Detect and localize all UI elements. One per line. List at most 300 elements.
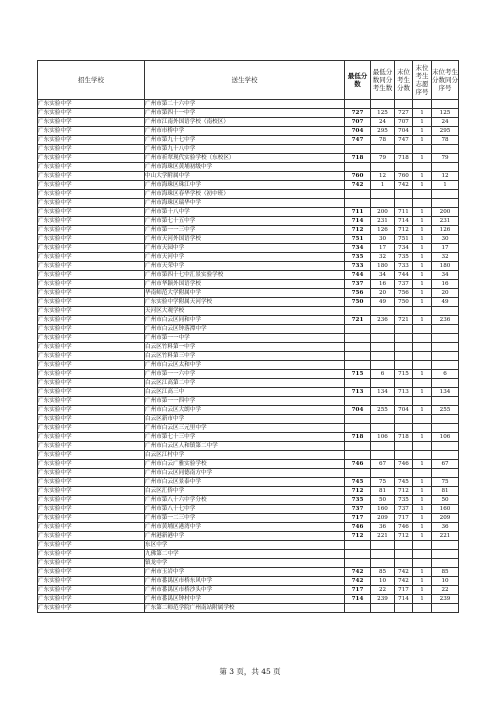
cell-last-preference: 1 — [413, 244, 432, 253]
cell-same-count: 78 — [371, 136, 395, 145]
cell-sending-school: 广州市天河外国语学校 — [145, 235, 345, 244]
cell-last-score — [395, 100, 413, 109]
cell-last-preference — [413, 550, 432, 559]
table-row — [38, 289, 459, 298]
header-last-score: 末位考生分数 — [395, 61, 413, 100]
cell-last-same-index — [432, 334, 459, 343]
table-row — [38, 163, 459, 172]
table-row — [38, 136, 459, 145]
cell-sending-school: 广东第二师范学院广州南站附属学校 — [145, 604, 345, 613]
cell-last-same-index: 239 — [432, 595, 459, 604]
cell-sending-school: 东区中学 — [145, 541, 345, 550]
cell-sending-school: 华南师范大学附属中学 — [145, 289, 345, 298]
cell-last-same-index: 81 — [432, 487, 459, 496]
cell-min-score: 707 — [345, 118, 371, 127]
cell-school: 广东实验中学 — [38, 478, 145, 487]
cell-sending-school: 广州市第二十六中学 — [145, 100, 345, 109]
cell-school: 广东实验中学 — [38, 172, 145, 181]
cell-school: 广东实验中学 — [38, 577, 145, 586]
cell-same-count: 22 — [371, 586, 395, 595]
header-school: 招生学校 — [38, 61, 145, 100]
cell-last-same-index — [432, 325, 459, 334]
cell-last-preference: 1 — [413, 478, 432, 487]
cell-last-preference — [413, 163, 432, 172]
cell-last-score — [395, 559, 413, 568]
table-row — [38, 307, 459, 316]
cell-sending-school: 广州市第一一中学 — [145, 334, 345, 343]
cell-sending-school: 广州市番禺区市桥东风中学 — [145, 577, 345, 586]
cell-school: 广东实验中学 — [38, 586, 145, 595]
cell-last-same-index — [432, 442, 459, 451]
cell-last-score: 735 — [395, 496, 413, 505]
table-row — [38, 316, 459, 325]
cell-last-same-index — [432, 163, 459, 172]
cell-min-score: 727 — [345, 109, 371, 118]
cell-school: 广东实验中学 — [38, 361, 145, 370]
cell-last-score: 737 — [395, 280, 413, 289]
cell-last-same-index — [432, 379, 459, 388]
cell-school: 广东实验中学 — [38, 460, 145, 469]
admission-table — [37, 60, 459, 613]
cell-same-count: 75 — [371, 478, 395, 487]
cell-last-same-index: 221 — [432, 532, 459, 541]
cell-sending-school: 广州市天园中学 — [145, 244, 345, 253]
cell-same-count — [371, 343, 395, 352]
cell-last-preference — [413, 397, 432, 406]
cell-sending-school: 广州市番禺区钟村中学 — [145, 595, 345, 604]
table-row — [38, 199, 459, 208]
cell-last-same-index — [432, 100, 459, 109]
cell-last-same-index: 20 — [432, 289, 459, 298]
cell-min-score: 735 — [345, 496, 371, 505]
cell-same-count: 12 — [371, 172, 395, 181]
cell-last-preference — [413, 199, 432, 208]
cell-min-score — [345, 361, 371, 370]
cell-min-score: 760 — [345, 172, 371, 181]
cell-last-preference — [413, 379, 432, 388]
cell-same-count: 67 — [371, 460, 395, 469]
cell-last-score — [395, 352, 413, 361]
cell-last-same-index: 12 — [432, 172, 459, 181]
cell-last-preference: 1 — [413, 532, 432, 541]
cell-last-same-index: 200 — [432, 208, 459, 217]
cell-same-count: 239 — [371, 595, 395, 604]
cell-school: 广东实验中学 — [38, 136, 145, 145]
cell-last-score: 737 — [395, 505, 413, 514]
cell-last-same-index: 6 — [432, 370, 459, 379]
cell-last-same-index: 125 — [432, 109, 459, 118]
cell-same-count: 125 — [371, 109, 395, 118]
cell-min-score: 742 — [345, 181, 371, 190]
table-row — [38, 253, 459, 262]
cell-school: 广东实验中学 — [38, 415, 145, 424]
table-row — [38, 109, 459, 118]
cell-sending-school: 广州市白云区同德南方中学 — [145, 469, 345, 478]
cell-last-same-index: 85 — [432, 568, 459, 577]
cell-last-preference: 1 — [413, 208, 432, 217]
cell-sending-school: 广州市白云区大朗中学 — [145, 406, 345, 415]
cell-last-same-index — [432, 352, 459, 361]
cell-last-same-index — [432, 541, 459, 550]
cell-last-score — [395, 145, 413, 154]
cell-last-preference: 1 — [413, 370, 432, 379]
cell-min-score — [345, 451, 371, 460]
cell-min-score: 746 — [345, 460, 371, 469]
table-row — [38, 325, 459, 334]
cell-sending-school: 白云区新市中学 — [145, 415, 345, 424]
cell-last-same-index: 36 — [432, 523, 459, 532]
cell-sending-school: 天河区大观学校 — [145, 307, 345, 316]
cell-last-score: 714 — [395, 595, 413, 604]
cell-last-preference: 1 — [413, 433, 432, 442]
cell-last-preference: 1 — [413, 595, 432, 604]
cell-sending-school: 广州市玉岩中学 — [145, 568, 345, 577]
table-row — [38, 145, 459, 154]
cell-last-score — [395, 325, 413, 334]
cell-sending-school: 白云区江村中学 — [145, 451, 345, 460]
cell-min-score: 711 — [345, 208, 371, 217]
table-row — [38, 541, 459, 550]
cell-same-count: 231 — [371, 217, 395, 226]
cell-last-preference — [413, 469, 432, 478]
cell-school: 广东实验中学 — [38, 190, 145, 199]
cell-last-score — [395, 604, 413, 613]
table-header — [38, 61, 459, 100]
cell-last-preference: 1 — [413, 172, 432, 181]
cell-school: 广东实验中学 — [38, 244, 145, 253]
cell-school: 广东实验中学 — [38, 298, 145, 307]
cell-sending-school: 广州港新港中学 — [145, 532, 345, 541]
cell-last-preference: 1 — [413, 298, 432, 307]
cell-same-count — [371, 469, 395, 478]
cell-same-count: 10 — [371, 577, 395, 586]
cell-min-score: 733 — [345, 262, 371, 271]
cell-sending-school: 广州市第一一四中学 — [145, 397, 345, 406]
cell-last-preference — [413, 190, 432, 199]
cell-last-same-index: 30 — [432, 235, 459, 244]
cell-min-score — [345, 469, 371, 478]
cell-min-score: 746 — [345, 523, 371, 532]
cell-last-score: 712 — [395, 226, 413, 235]
cell-last-score: 744 — [395, 271, 413, 280]
cell-last-preference — [413, 334, 432, 343]
cell-min-score: 712 — [345, 532, 371, 541]
cell-last-preference: 1 — [413, 289, 432, 298]
cell-sending-school: 广州市白云区同和中学 — [145, 316, 345, 325]
cell-same-count — [371, 163, 395, 172]
cell-same-count — [371, 325, 395, 334]
cell-last-preference: 1 — [413, 271, 432, 280]
cell-last-preference: 1 — [413, 586, 432, 595]
cell-last-preference: 1 — [413, 127, 432, 136]
table-row — [38, 433, 459, 442]
table-row — [38, 235, 459, 244]
table-row — [38, 388, 459, 397]
cell-min-score: 714 — [345, 217, 371, 226]
cell-last-score: 717 — [395, 586, 413, 595]
header-last-preference: 末位考生志愿序号 — [413, 61, 432, 100]
cell-last-preference — [413, 145, 432, 154]
cell-school: 广东实验中学 — [38, 100, 145, 109]
cell-school: 广东实验中学 — [38, 127, 145, 136]
cell-sending-school: 广州市市桥中学 — [145, 127, 345, 136]
cell-last-same-index: 180 — [432, 262, 459, 271]
cell-sending-school: 广州市黄埔区港湾中学 — [145, 523, 345, 532]
cell-same-count — [371, 424, 395, 433]
table-row — [38, 451, 459, 460]
cell-same-count — [371, 415, 395, 424]
cell-last-preference: 1 — [413, 316, 432, 325]
cell-min-score: 751 — [345, 235, 371, 244]
cell-school: 广东实验中学 — [38, 496, 145, 505]
cell-last-score: 751 — [395, 235, 413, 244]
cell-min-score — [345, 397, 371, 406]
cell-same-count: 209 — [371, 514, 395, 523]
cell-school: 广东实验中学 — [38, 271, 145, 280]
cell-school: 广东实验中学 — [38, 487, 145, 496]
cell-school: 广东实验中学 — [38, 424, 145, 433]
cell-school: 广东实验中学 — [38, 109, 145, 118]
cell-min-score: 737 — [345, 505, 371, 514]
cell-same-count: 160 — [371, 505, 395, 514]
cell-same-count: 24 — [371, 118, 395, 127]
cell-last-preference: 1 — [413, 487, 432, 496]
cell-sending-school: 广州市第四十一中学 — [145, 109, 345, 118]
cell-last-score — [395, 190, 413, 199]
cell-last-score: 714 — [395, 217, 413, 226]
cell-last-score — [395, 397, 413, 406]
cell-same-count — [371, 397, 395, 406]
cell-last-same-index: 49 — [432, 298, 459, 307]
cell-last-score — [395, 334, 413, 343]
cell-last-same-index: 67 — [432, 460, 459, 469]
cell-sending-school: 广州市番禺区市桥沙头中学 — [145, 586, 345, 595]
cell-sending-school: 广州市海珠区珠江中学 — [145, 181, 345, 190]
cell-min-score — [345, 100, 371, 109]
cell-sending-school: 广州市白云区钟落潭中学 — [145, 325, 345, 334]
cell-last-preference: 1 — [413, 505, 432, 514]
cell-same-count: 295 — [371, 127, 395, 136]
cell-sending-school: 广州市海珠区春华学校（初中班） — [145, 190, 345, 199]
cell-min-score: 750 — [345, 298, 371, 307]
cell-last-score: 717 — [395, 514, 413, 523]
cell-last-same-index: 209 — [432, 514, 459, 523]
cell-same-count: 16 — [371, 280, 395, 289]
cell-min-score — [345, 307, 371, 316]
cell-last-score: 750 — [395, 298, 413, 307]
cell-same-count: 6 — [371, 370, 395, 379]
cell-last-preference: 1 — [413, 280, 432, 289]
cell-min-score — [345, 424, 371, 433]
cell-last-preference: 1 — [413, 514, 432, 523]
cell-last-preference: 1 — [413, 154, 432, 163]
cell-school: 广东实验中学 — [38, 433, 145, 442]
cell-last-score: 713 — [395, 388, 413, 397]
cell-last-preference — [413, 307, 432, 316]
cell-school: 广东实验中学 — [38, 343, 145, 352]
cell-same-count — [371, 442, 395, 451]
cell-last-score: 735 — [395, 253, 413, 262]
cell-last-same-index: 34 — [432, 271, 459, 280]
cell-min-score — [345, 541, 371, 550]
cell-last-same-index — [432, 424, 459, 433]
cell-last-score: 733 — [395, 262, 413, 271]
cell-school: 广东实验中学 — [38, 379, 145, 388]
table-row — [38, 370, 459, 379]
cell-school: 广东实验中学 — [38, 550, 145, 559]
cell-last-same-index: 32 — [432, 253, 459, 262]
cell-last-preference — [413, 343, 432, 352]
table-row — [38, 280, 459, 289]
cell-last-same-index: 106 — [432, 433, 459, 442]
cell-last-score: 711 — [395, 208, 413, 217]
cell-sending-school: 广州市第四十七中汇景实验学校 — [145, 271, 345, 280]
cell-same-count: 236 — [371, 316, 395, 325]
cell-last-score: 707 — [395, 118, 413, 127]
table-row — [38, 550, 459, 559]
cell-last-preference: 1 — [413, 136, 432, 145]
cell-last-score: 704 — [395, 406, 413, 415]
cell-same-count: 20 — [371, 289, 395, 298]
table-row — [38, 604, 459, 613]
cell-same-count — [371, 199, 395, 208]
cell-sending-school: 广州市海珠区黄埔初级中学 — [145, 163, 345, 172]
cell-min-score — [345, 163, 371, 172]
cell-min-score: 735 — [345, 253, 371, 262]
cell-min-score — [345, 415, 371, 424]
cell-sending-school: 白云区江高第二中学 — [145, 379, 345, 388]
cell-last-preference — [413, 352, 432, 361]
cell-school: 广东实验中学 — [38, 523, 145, 532]
cell-last-preference: 1 — [413, 406, 432, 415]
cell-min-score — [345, 352, 371, 361]
table-row — [38, 424, 459, 433]
cell-same-count: 106 — [371, 433, 395, 442]
cell-sending-school: 广州市天荣中学 — [145, 262, 345, 271]
cell-school: 广东实验中学 — [38, 442, 145, 451]
table-row — [38, 334, 459, 343]
cell-same-count — [371, 334, 395, 343]
cell-same-count: 200 — [371, 208, 395, 217]
cell-min-score: 756 — [345, 289, 371, 298]
cell-school: 广东实验中学 — [38, 595, 145, 604]
cell-min-score: 715 — [345, 370, 371, 379]
cell-last-preference: 1 — [413, 118, 432, 127]
cell-min-score: 718 — [345, 433, 371, 442]
table-row — [38, 595, 459, 604]
cell-last-same-index: 22 — [432, 586, 459, 595]
cell-school: 广东实验中学 — [38, 352, 145, 361]
cell-last-preference: 1 — [413, 496, 432, 505]
cell-last-score: 727 — [395, 109, 413, 118]
cell-same-count: 30 — [371, 235, 395, 244]
cell-min-score — [345, 559, 371, 568]
cell-last-score — [395, 442, 413, 451]
cell-min-score — [345, 604, 371, 613]
cell-same-count: 1 — [371, 181, 395, 190]
cell-last-preference: 1 — [413, 217, 432, 226]
cell-same-count — [371, 379, 395, 388]
cell-min-score — [345, 199, 371, 208]
table-body — [38, 100, 459, 613]
cell-school: 广东实验中学 — [38, 406, 145, 415]
header-min-score: 最低分数 — [345, 61, 371, 100]
cell-school: 广东实验中学 — [38, 325, 145, 334]
cell-sending-school: 中山大学附属中学 — [145, 172, 345, 181]
cell-last-preference: 1 — [413, 568, 432, 577]
cell-last-preference: 1 — [413, 226, 432, 235]
cell-last-preference — [413, 415, 432, 424]
cell-sending-school: 广东实验中学附属天河学校 — [145, 298, 345, 307]
table-row — [38, 523, 459, 532]
table-row — [38, 271, 459, 280]
table-row — [38, 568, 459, 577]
cell-last-preference — [413, 100, 432, 109]
cell-school: 广东实验中学 — [38, 334, 145, 343]
cell-sending-school: 白云区江高三中 — [145, 388, 345, 397]
cell-last-same-index: 16 — [432, 280, 459, 289]
cell-last-score — [395, 469, 413, 478]
cell-last-preference: 1 — [413, 109, 432, 118]
cell-last-preference — [413, 451, 432, 460]
cell-last-score: 721 — [395, 316, 413, 325]
cell-last-score: 760 — [395, 172, 413, 181]
cell-sending-school: 广州市第十八中学 — [145, 208, 345, 217]
cell-school: 广东实验中学 — [38, 514, 145, 523]
cell-school: 广东实验中学 — [38, 559, 145, 568]
cell-last-score — [395, 451, 413, 460]
cell-last-same-index — [432, 415, 459, 424]
cell-last-score — [395, 424, 413, 433]
cell-last-score — [395, 379, 413, 388]
table-row — [38, 397, 459, 406]
cell-last-same-index — [432, 550, 459, 559]
cell-same-count: 85 — [371, 568, 395, 577]
cell-sending-school: 广州市白云区人和镇第二中学 — [145, 442, 345, 451]
cell-last-preference: 1 — [413, 523, 432, 532]
cell-school: 广东实验中学 — [38, 199, 145, 208]
table-row — [38, 478, 459, 487]
table-row — [38, 343, 459, 352]
cell-last-preference: 1 — [413, 181, 432, 190]
cell-last-same-index: 160 — [432, 505, 459, 514]
cell-min-score: 721 — [345, 316, 371, 325]
cell-last-same-index: 75 — [432, 478, 459, 487]
cell-last-score: 712 — [395, 532, 413, 541]
cell-min-score: 744 — [345, 271, 371, 280]
cell-last-score: 746 — [395, 523, 413, 532]
cell-min-score: 714 — [345, 595, 371, 604]
table-row — [38, 127, 459, 136]
cell-last-same-index — [432, 451, 459, 460]
cell-sending-school: 广州市第七十三中学 — [145, 433, 345, 442]
table-row — [38, 415, 459, 424]
cell-last-score — [395, 550, 413, 559]
cell-min-score: 704 — [345, 406, 371, 415]
table-row — [38, 217, 459, 226]
cell-school: 广东实验中学 — [38, 307, 145, 316]
cell-same-count: 17 — [371, 244, 395, 253]
cell-school: 广东实验中学 — [38, 181, 145, 190]
cell-same-count — [371, 451, 395, 460]
cell-sending-school: 广州市白云区太和中学 — [145, 361, 345, 370]
cell-school: 广东实验中学 — [38, 469, 145, 478]
cell-min-score: 704 — [345, 127, 371, 136]
cell-same-count: 255 — [371, 406, 395, 415]
cell-min-score — [345, 325, 371, 334]
cell-last-score: 715 — [395, 370, 413, 379]
cell-school: 广东实验中学 — [38, 370, 145, 379]
